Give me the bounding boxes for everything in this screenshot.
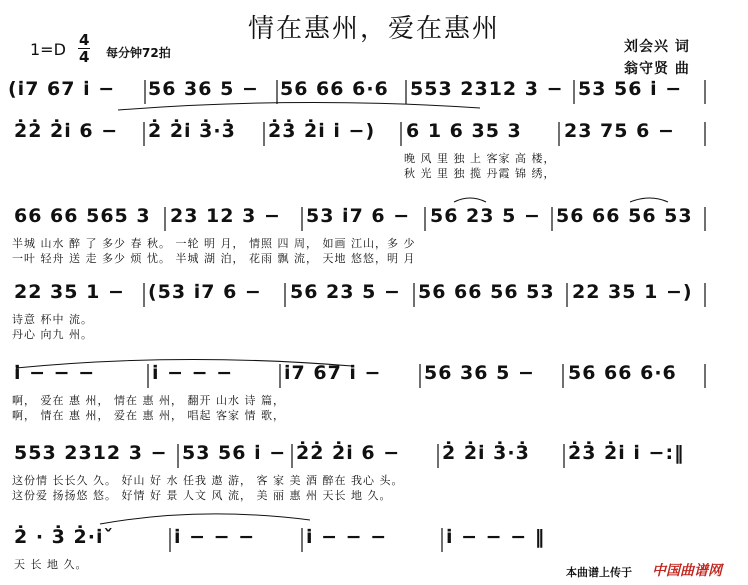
measure-notes: 56 66 56 53 xyxy=(556,205,693,227)
upload-note: 本曲谱上传于 xyxy=(566,566,632,579)
lyric-line: 秋 光 里 独 揽 丹霞 锦 绣， xyxy=(404,167,556,180)
measure-notes: (53 i̇7 6 − xyxy=(148,281,262,303)
measure-notes: i̇ − − − xyxy=(306,526,388,548)
measure-notes: 2̇3̇ 2̇i̇ i̇ −) xyxy=(268,120,376,142)
meter-top: 4 xyxy=(79,31,90,49)
measure-notes: i̇ − − − xyxy=(174,526,256,548)
site-logo: 中国曲谱网 xyxy=(652,563,722,579)
measure-notes: 553 2312 3 − xyxy=(410,78,564,100)
measure-notes: 56 36 5 − xyxy=(424,362,535,384)
measure-notes: 56 36 5 − xyxy=(148,78,259,100)
measure-notes: 2̇ 2̇i̇ 3̇·3̇ xyxy=(442,442,530,464)
composer-credit: 翁守贤 曲 xyxy=(624,61,690,77)
measure-notes: (i̇7 67 i̇ − xyxy=(8,78,116,100)
measure-notes: 66 66 565 3 xyxy=(14,205,151,227)
measure-notes: 2̇2̇ 2̇i̇ 6 − xyxy=(14,120,119,142)
lyric-line: 这份情 长长久 久。 好山 好 水 任我 遨 游， 客 家 美 酒 醉在 我心 头。 xyxy=(12,474,404,487)
measure-notes: 2̇2̇ 2̇i̇ 6 − xyxy=(296,442,401,464)
lyric-line: 啊， 情在 惠 州， 爱在 惠 州， 唱起 客家 情 歌， xyxy=(12,409,285,422)
measure-notes: i̇7 67 i̇ − xyxy=(284,362,382,384)
measure-notes: 56 66 56 53 xyxy=(418,281,555,303)
measure-notes: 56 23 5 − xyxy=(290,281,401,303)
meter-bottom: 4 xyxy=(79,48,90,66)
lyricist-credit: 刘会兴 词 xyxy=(624,39,690,55)
key-signature: 1=D xyxy=(30,40,66,59)
lyric-line: 丹心 向九 州。 xyxy=(12,328,93,341)
measure-notes: 53 56 i̇ − xyxy=(578,78,683,100)
tempo-marking: 每分钟72拍 xyxy=(106,46,171,60)
measure-notes: i̇ − − − xyxy=(14,362,96,384)
measure-notes: 56 66 6·6 xyxy=(568,362,677,384)
measure-notes: 2̇ · 3̇ 2̇·i̇ˇ xyxy=(14,526,114,548)
lyric-line: 一叶 轻舟 送 走 多少 烦 忧。 半城 湖 泊， 花雨 飘 流， 天地 悠悠，明 月 xyxy=(12,252,416,265)
measure-notes: 22 35 1 − xyxy=(14,281,125,303)
lyric-line: 半城 山水 醉 了 多少 春 秋。 一轮 明 月， 情照 四 周， 如画 江山，多 少 xyxy=(12,237,416,250)
measure-notes: 553 2312 3 − xyxy=(14,442,168,464)
lyric-line: 晚 风 里 独 上 客家 高 楼， xyxy=(404,152,556,165)
measure-notes: 6 1 6 35 3 xyxy=(406,120,522,142)
song-title: 情在惠州，爱在惠州 xyxy=(247,14,500,44)
measure-notes: 22 35 1 −) xyxy=(572,281,693,303)
measure-notes: 23 12 3 − xyxy=(170,205,281,227)
lyric-line: 天 长 地 久。 xyxy=(14,558,88,571)
measure-notes: 23 75 6 − xyxy=(564,120,675,142)
lyric-line: 这份爱 扬扬悠 悠。 好情 好 景 人文 风 流， 美 丽 惠 州 天长 地 久。 xyxy=(12,489,392,502)
measure-notes: 2̇3̇ 2̇i̇ i̇ −:‖ xyxy=(568,442,685,464)
measure-notes: 53 56 i̇ − xyxy=(182,442,287,464)
measure-notes: 53 i̇7 6 − xyxy=(306,205,411,227)
measure-notes: 56 23 5 − xyxy=(430,205,541,227)
measure-notes: i̇ − − − xyxy=(152,362,234,384)
measure-notes: 2̇ 2̇i̇ 3̇·3̇ xyxy=(148,120,236,142)
lyric-line: 诗意 杯中 流。 xyxy=(12,313,93,326)
measure-notes: 56 66 6·6 xyxy=(280,78,389,100)
measure-notes: i̇ − − − ‖ xyxy=(446,526,546,548)
lyric-line: 啊， 爱在 惠 州， 情在 惠 州， 翻开 山水 诗 篇， xyxy=(12,394,285,407)
